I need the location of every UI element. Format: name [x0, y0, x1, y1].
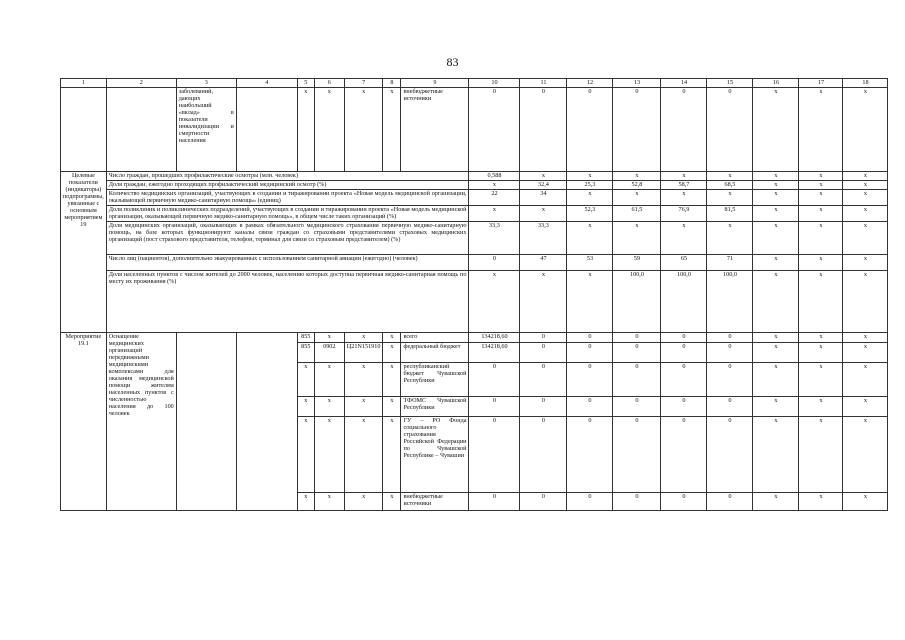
- table-cell: 0: [567, 417, 613, 493]
- table-cell: x: [383, 397, 401, 417]
- table-cell: x: [314, 363, 344, 397]
- table-cell: x: [843, 363, 888, 397]
- table-cell: x: [567, 222, 613, 255]
- target-name: Доля населенных пунктов с числом жителей до 2000 человек, населению которых доступна первичная медико-санитарная помощь по месту их проживания (%): [106, 271, 469, 333]
- column-header: 10: [469, 79, 520, 88]
- table-cell: x: [753, 343, 799, 363]
- table-cell: 100,0: [613, 271, 661, 333]
- table-cell: x: [753, 172, 799, 181]
- table-cell: x: [799, 222, 843, 255]
- table-cell: x: [344, 333, 383, 343]
- table-cell: 81,5: [707, 206, 753, 222]
- table-cell: x: [753, 417, 799, 493]
- column-header: 5: [297, 79, 314, 88]
- table-cell: x: [707, 222, 753, 255]
- table-cell: x: [753, 255, 799, 271]
- table-cell: x: [661, 222, 707, 255]
- table-cell: 0: [520, 417, 567, 493]
- column-header: 2: [106, 79, 176, 88]
- table-cell: x: [799, 172, 843, 181]
- table-cell: x: [843, 88, 888, 172]
- table-cell: 0,588: [469, 172, 520, 181]
- table-cell: 0: [469, 493, 520, 511]
- funding-source: федеральный бюджет: [401, 343, 469, 363]
- table-cell: x: [344, 397, 383, 417]
- targets-label: Целевые показатели (индикаторы) подпрограммы, увязанные с основным мероприятием 19: [61, 172, 107, 333]
- table-cell: x: [520, 172, 567, 181]
- table-cell: x: [753, 363, 799, 397]
- table-cell: 61,5: [613, 206, 661, 222]
- table-cell: 0: [469, 397, 520, 417]
- table-cell: [236, 333, 297, 511]
- table-cell: x: [314, 397, 344, 417]
- table-cell: 58,7: [661, 181, 707, 190]
- table-cell: 134218,60: [469, 343, 520, 363]
- table-cell: [61, 88, 107, 172]
- table-cell: 0: [520, 333, 567, 343]
- column-header: 13: [613, 79, 661, 88]
- target-name: Число граждан, прошедших профилактические осмотры (млн. человек): [106, 172, 469, 181]
- table-cell: x: [843, 206, 888, 222]
- table-cell: 100,0: [661, 271, 707, 333]
- table-cell: x: [799, 206, 843, 222]
- table-cell: x: [567, 172, 613, 181]
- column-header: 6: [314, 79, 344, 88]
- table-cell: x: [799, 181, 843, 190]
- funding-source: республиканский бюджет Чувашской Республики: [401, 363, 469, 397]
- table-cell: 52,8: [613, 181, 661, 190]
- table-cell: x: [843, 172, 888, 181]
- table-cell: Ц21N151910: [344, 343, 383, 363]
- target-row: [61, 181, 888, 190]
- table-cell: [176, 333, 236, 511]
- table-cell: x: [753, 271, 799, 333]
- table-cell: 76,9: [661, 206, 707, 222]
- funding-source: всего: [401, 333, 469, 343]
- table-cell: 0: [661, 343, 707, 363]
- target-row: [61, 206, 888, 222]
- column-header: 16: [753, 79, 799, 88]
- table-cell: x: [843, 493, 888, 511]
- table-cell: x: [383, 88, 401, 172]
- funding-source: внебюджетные источники: [401, 493, 469, 511]
- table-cell: x: [314, 333, 344, 343]
- target-row: [61, 271, 888, 333]
- table-cell: 0: [567, 363, 613, 397]
- table-cell: 0: [469, 363, 520, 397]
- table-cell: x: [344, 493, 383, 511]
- column-header: 9: [401, 79, 469, 88]
- table-cell: x: [843, 397, 888, 417]
- table-cell: 0: [469, 255, 520, 271]
- table-cell: x: [799, 343, 843, 363]
- table-cell: 47: [520, 255, 567, 271]
- table-cell: 0: [613, 333, 661, 343]
- table-cell: 53: [567, 255, 613, 271]
- table-cell: x: [843, 333, 888, 343]
- table-cell: x: [753, 181, 799, 190]
- column-header: 4: [236, 79, 297, 88]
- table-cell: x: [661, 190, 707, 206]
- table-cell: x: [843, 222, 888, 255]
- column-header: 18: [843, 79, 888, 88]
- table-cell: x: [383, 333, 401, 343]
- table-cell: [236, 88, 297, 172]
- table-cell: x: [383, 417, 401, 493]
- table-cell: внебюджетные источники: [401, 88, 469, 172]
- table-cell: x: [297, 88, 314, 172]
- table-cell: 100,0: [707, 271, 753, 333]
- table-cell: 0: [661, 493, 707, 511]
- target-row: [61, 255, 888, 271]
- table-cell: 0: [707, 333, 753, 343]
- table-cell: x: [707, 190, 753, 206]
- table-cell: x: [613, 222, 661, 255]
- column-header: 15: [707, 79, 753, 88]
- table-cell: 0: [613, 397, 661, 417]
- table-cell: 0: [613, 417, 661, 493]
- table-cell: x: [520, 271, 567, 333]
- table-cell: 0: [613, 88, 661, 172]
- target-row: [61, 190, 888, 206]
- table-cell: 0: [520, 363, 567, 397]
- table-cell: x: [567, 271, 613, 333]
- table-cell: x: [297, 363, 314, 397]
- table-cell: 0: [567, 343, 613, 363]
- table-cell: x: [297, 397, 314, 417]
- table-cell: 22: [469, 190, 520, 206]
- table-cell: 0: [613, 343, 661, 363]
- column-header: 12: [567, 79, 613, 88]
- table-cell: 0: [661, 397, 707, 417]
- table-cell: 0: [567, 333, 613, 343]
- table-cell: 25,3: [567, 181, 613, 190]
- table-cell: 0902: [314, 343, 344, 363]
- table-cell: 0: [707, 363, 753, 397]
- table-cell: x: [843, 181, 888, 190]
- table-cell: x: [843, 271, 888, 333]
- column-numbers-row: [61, 79, 888, 88]
- table-cell: x: [314, 417, 344, 493]
- table-cell: x: [753, 397, 799, 417]
- table-cell: 65: [661, 255, 707, 271]
- table-cell: x: [753, 206, 799, 222]
- target-name: Доля граждан, ежегодно проходящих профилактический медицинский осмотр (%): [106, 181, 469, 190]
- table-cell: 0: [520, 397, 567, 417]
- table-cell: x: [799, 88, 843, 172]
- table-cell: x: [799, 333, 843, 343]
- column-header: 17: [799, 79, 843, 88]
- table-cell: x: [344, 88, 383, 172]
- measure-row: [61, 333, 888, 343]
- program-table: [60, 78, 888, 511]
- table-row: [61, 88, 888, 172]
- table-cell: 855: [297, 333, 314, 343]
- table-cell: 0: [469, 417, 520, 493]
- table-cell: x: [314, 493, 344, 511]
- table-cell: 0: [520, 88, 567, 172]
- table-cell: x: [613, 190, 661, 206]
- target-name: Доля поликлиник и поликлинических подразделений, участвующих в создании и тиражировании проекта «Новая модель медицинской организации, оказывающей первичную медико-санитарную помощь», в общем числе таких организаций (%): [106, 206, 469, 222]
- table-cell: x: [383, 343, 401, 363]
- table-cell: x: [707, 172, 753, 181]
- table-cell: x: [753, 190, 799, 206]
- table-cell: x: [314, 88, 344, 172]
- table-cell: x: [843, 417, 888, 493]
- table-cell: 71: [707, 255, 753, 271]
- table-cell: x: [799, 493, 843, 511]
- table-cell: 0: [661, 363, 707, 397]
- target-name: Число лиц (пациентов), дополнительно эвакуированных с использованием санитарной авиации (ежегодно) (человек): [106, 255, 469, 271]
- table-cell: 0: [520, 343, 567, 363]
- target-row: [61, 222, 888, 255]
- target-row: [61, 172, 888, 181]
- table-cell: 68,5: [707, 181, 753, 190]
- table-cell: 0: [567, 397, 613, 417]
- table-cell: 0: [707, 88, 753, 172]
- table-cell: 0: [567, 493, 613, 511]
- table-cell: 52,3: [567, 206, 613, 222]
- table-cell: x: [799, 397, 843, 417]
- table-cell: x: [469, 181, 520, 190]
- table-cell: 0: [613, 363, 661, 397]
- table-cell: x: [753, 333, 799, 343]
- table-cell: x: [799, 363, 843, 397]
- table-cell: 0: [661, 417, 707, 493]
- table-cell: x: [297, 493, 314, 511]
- table-cell: x: [297, 417, 314, 493]
- table-cell: 33,3: [469, 222, 520, 255]
- table-cell: x: [344, 363, 383, 397]
- table-cell: 0: [707, 397, 753, 417]
- column-header: 7: [344, 79, 383, 88]
- funding-source: ТФОМС Чувашской Республики: [401, 397, 469, 417]
- table-cell: 855: [297, 343, 314, 363]
- measure-description: Оснащение медицинских организаций передвижными медицинскими комплексами для оказания медицинской помощи жителям населенных пунктов с численностью населения до 100 человек: [106, 333, 176, 511]
- table-cell: [106, 88, 176, 172]
- table-cell: x: [469, 206, 520, 222]
- table-cell: x: [613, 172, 661, 181]
- column-header: 11: [520, 79, 567, 88]
- table-cell: 0: [707, 417, 753, 493]
- table-cell: 59: [613, 255, 661, 271]
- target-name: Количество медицинских организаций, участвующих в создании и тиражировании проекта «Новая модель медицинской организации, оказывающей первичную медико-санитарную помощь» (единиц): [106, 190, 469, 206]
- target-name: Доля медицинских организаций, оказывающих в рамках обязательного медицинского страхования первичную медико-санитарную помощь, на базе которых функционируют каналы связи граждан со страховыми представителями страховых медицинских организаций (пост страхового представителя, телефон, терминал для связи со страховым представителем) (%): [106, 222, 469, 255]
- table-cell: x: [799, 417, 843, 493]
- table-cell: 0: [707, 343, 753, 363]
- column-header: 8: [383, 79, 401, 88]
- table-cell: 0: [613, 493, 661, 511]
- table-cell: 0: [469, 88, 520, 172]
- column-header: 3: [176, 79, 236, 88]
- table-cell: x: [799, 271, 843, 333]
- table-cell: 0: [567, 88, 613, 172]
- table-cell: 0: [520, 493, 567, 511]
- column-header: 14: [661, 79, 707, 88]
- table-cell: x: [799, 255, 843, 271]
- table-cell: x: [344, 417, 383, 493]
- table-cell: x: [843, 190, 888, 206]
- table-cell: 0: [707, 493, 753, 511]
- measure-label: Мероприятие 19.1: [61, 333, 107, 511]
- table-cell: 0: [661, 333, 707, 343]
- table-cell: 33,3: [520, 222, 567, 255]
- page-number: 83: [446, 55, 459, 69]
- table-cell: x: [469, 271, 520, 333]
- funding-source: ГУ – РО Фонда социального страхования Российской Федерации по Чувашской Республике – Чувашии: [401, 417, 469, 493]
- table-cell: 34: [520, 190, 567, 206]
- table-cell: x: [753, 88, 799, 172]
- table-cell: заболеваний, дающих наибольший «вклад» в показатели инвалидизации и смертности населения: [176, 88, 236, 172]
- table-cell: x: [843, 255, 888, 271]
- table-cell: x: [661, 172, 707, 181]
- table-cell: 0: [661, 88, 707, 172]
- table-cell: x: [753, 493, 799, 511]
- column-header: 1: [61, 79, 107, 88]
- table-cell: 134218,60: [469, 333, 520, 343]
- table-cell: x: [799, 190, 843, 206]
- table-cell: x: [383, 493, 401, 511]
- table-cell: 32,4: [520, 181, 567, 190]
- table-cell: x: [753, 222, 799, 255]
- table-cell: x: [520, 206, 567, 222]
- table-cell: x: [567, 190, 613, 206]
- table-cell: x: [383, 363, 401, 397]
- table-cell: x: [843, 343, 888, 363]
